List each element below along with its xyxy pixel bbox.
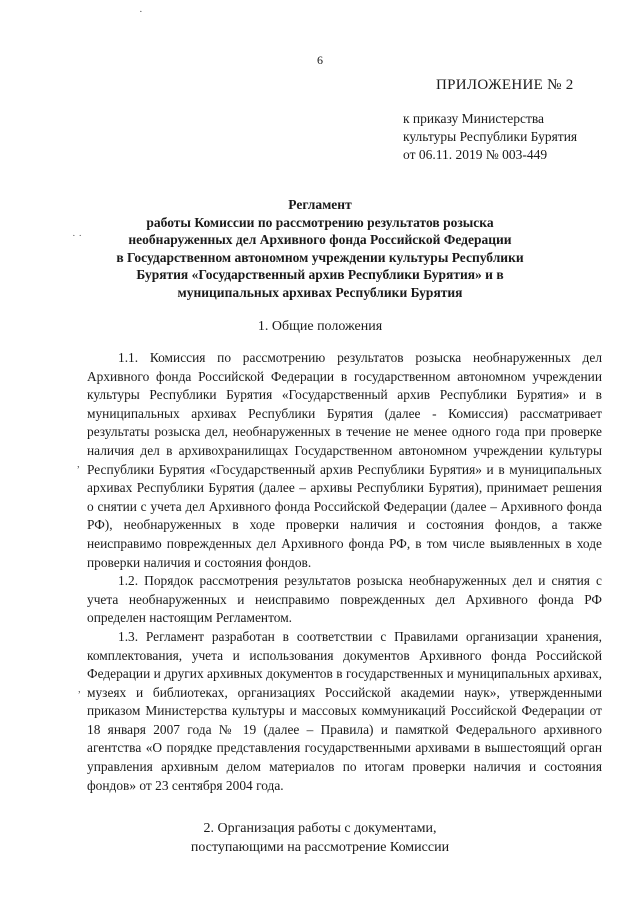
title-line: в Государственном автономном учреждении культуры Республики: [116, 249, 524, 265]
title-line: муниципальных архивах Республики Бурятия: [177, 284, 463, 300]
order-reference: [403, 110, 577, 164]
title-line: необнаруженных дел Архивного фонда Российской Федерации: [128, 232, 512, 247]
order-line: культуры Республики Бурятия: [403, 129, 578, 144]
section-1-heading: 1. Общие положения: [257, 319, 383, 334]
title-line: Бурятия «Государственный архив Республики Бурятия» и в: [136, 267, 504, 282]
scan-speck: ˙ ˙: [72, 233, 83, 245]
section-1-body: [87, 349, 602, 795]
section-2-heading-line: 2. Организация работы с документами,: [203, 821, 437, 836]
scan-speck: ,: [77, 458, 80, 470]
scan-speck: ,: [78, 683, 81, 695]
appendix-label: ПРИЛОЖЕНИЕ № 2: [436, 77, 574, 93]
section-2-heading: [0, 819, 640, 857]
paragraph-1-1: 1.1. Комиссия по рассмотрению результатов розыска необнаруженных дел Архивного фонда Российской Федерации в государственном автономном учреждении культуры Республики Бурятия «Государственный архив Республики Бурятия» и в муниципальных архивах Республики Бурятия (далее - Комиссия) рассматривает результаты розыска дел, необнаруженных в течение не менее одного года при проверке наличия дел в архивохранилищах Государственном автономном учреждении культуры Республики Бурятия «Государственный архив Республики Бурятия» и в муниципальных архивах Республики Бурятия (далее – архивы Республики Бурятия), принимает решения о снятии с учета дел Архивного фонда Российской Федерации (далее – Архивного фонда РФ), необнаруженных в ходе проверки наличия и состояния фондов, а также неисправимо поврежденных дел Архивного фонда РФ, в том числе выявленных в ходе проверки наличия и состояния фондов.: [87, 350, 602, 570]
paragraph-1-2: 1.2. Порядок рассмотрения результатов розыска необнаруженных дел и снятия с учета необнаруженных и неисправимо поврежденных дел Архивного фонда РФ определен настоящим Регламентом.: [87, 573, 602, 626]
scan-speck: ·: [139, 6, 143, 18]
section-2-heading-line: поступающими на рассмотрение Комиссии: [190, 840, 450, 855]
order-line: от 06.11. 2019 № 003-449: [403, 147, 548, 162]
title-line: Регламент: [288, 197, 352, 212]
page-number: 6: [317, 53, 323, 67]
paragraph-1-3: 1.3. Регламент разработан в соответствии с Правилами организации хранения, комплектования, учета и использования документов Архивного фонда Российской Федерации и других архивных документов в государственных и муниципальных архивах, музеях и библиотеках, организациях Российской академии наук», утвержденными приказом Министерства культуры и массовых коммуникаций Российской Федерации от 18 января 2007 года № 19 (далее – Правила) и памяткой Федерального архивного агентства «О порядке представления государственными архивами в вышестоящий орган управления архивным делом материалов по итогам проверки наличия и состояния фондов» от 23 сентября 2004 года.: [87, 628, 602, 793]
order-line: к приказу Министерства: [403, 111, 545, 126]
title-line: работы Комиссии по рассмотрению результатов розыска: [146, 214, 494, 230]
document-title: [95, 196, 545, 301]
